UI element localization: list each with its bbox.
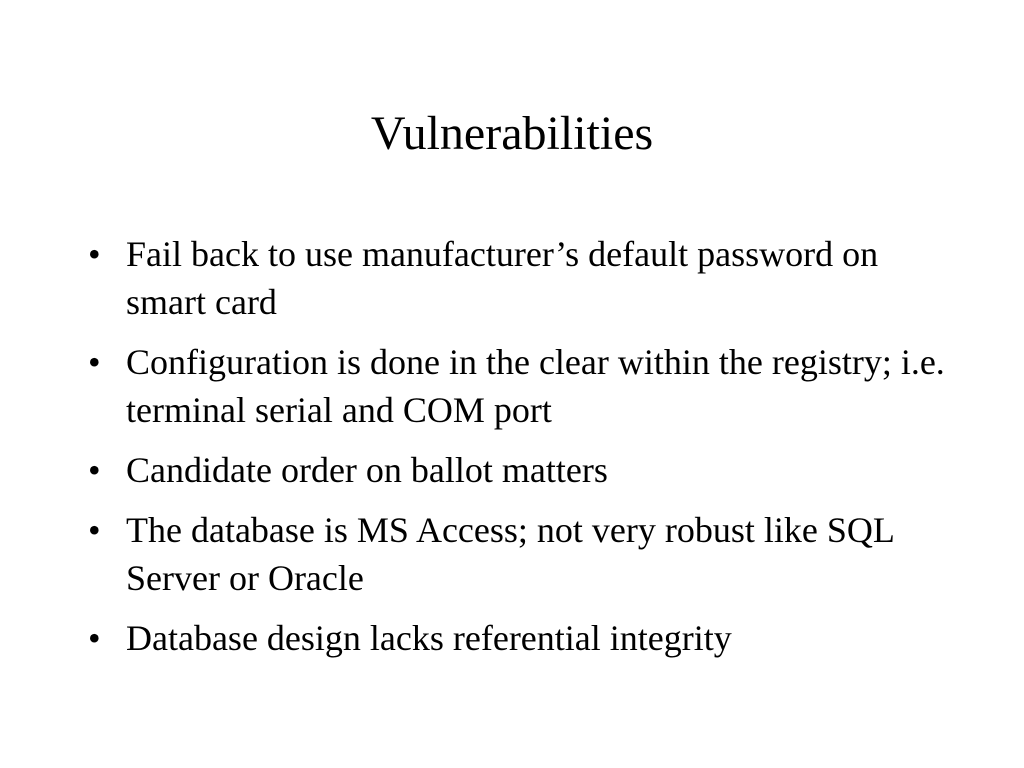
bullet-item <box>84 338 964 434</box>
bullet-icon: • <box>88 450 101 490</box>
bullet-text: The database is MS Access; not very robust like SQL Server or Oracle <box>126 510 894 598</box>
slide-title: Vulnerabilities <box>370 107 654 160</box>
bullet-text: Configuration is done in the clear within the registry; i.e. terminal serial and COM port <box>126 342 945 430</box>
bullet-item <box>84 230 964 326</box>
bullet-item <box>84 506 964 602</box>
bullet-text: Candidate order on ballot matters <box>126 450 608 490</box>
bullet-icon: • <box>88 342 101 382</box>
bullet-icon: • <box>88 234 101 274</box>
bullet-item <box>84 446 964 494</box>
bullet-item <box>84 614 964 662</box>
bullet-icon: • <box>88 510 101 550</box>
bullet-list <box>84 230 964 674</box>
bullet-icon: • <box>88 618 101 658</box>
bullet-text: Database design lacks referential integrity <box>126 618 732 658</box>
bullet-text: Fail back to use manufacturer’s default password on smart card <box>126 234 879 322</box>
